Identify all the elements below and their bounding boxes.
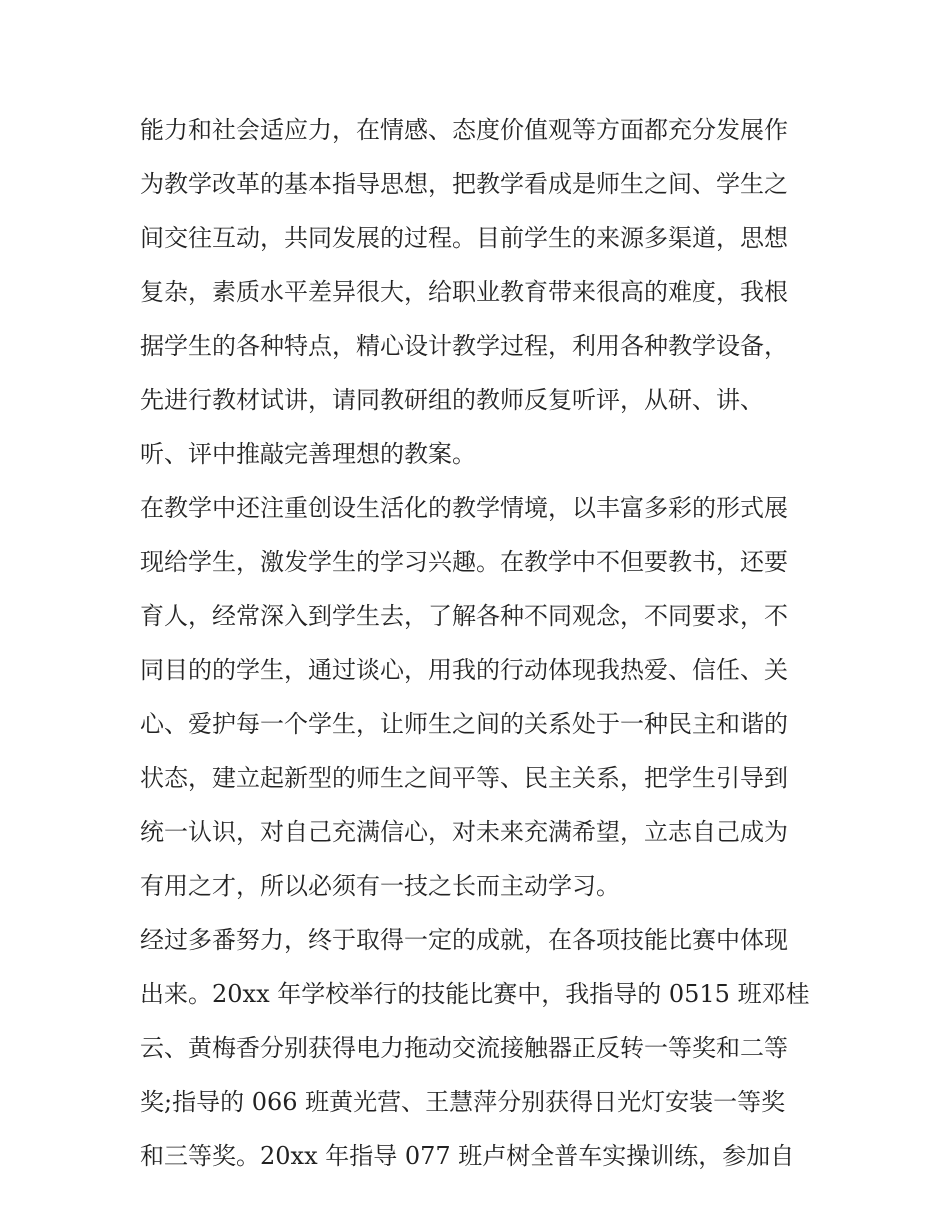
text-line: 和三等奖。20xx 年指导 077 班卢树全普车实操训练，参加自 — [140, 1142, 795, 1170]
text-line: 先进行教材试讲，请同教研组的教师反复听评，从研、讲、 — [140, 386, 764, 414]
text-line: 在教学中还注重创设生活化的教学情境，以丰富多彩的形式展 — [140, 494, 788, 522]
text-line: 状态，建立起新型的师生之间平等、民主关系，把学生引导到 — [140, 764, 788, 792]
text-line: 能力和社会适应力，在情感、态度价值观等方面都充分发展作 — [140, 116, 788, 144]
text-line: 云、黄梅香分别获得电力拖动交流接触器正反转一等奖和二等 — [140, 1034, 788, 1062]
text-line: 同目的的学生，通过谈心，用我的行动体现我热爱、信任、关 — [140, 656, 788, 684]
text-line: 间交往互动，共同发展的过程。目前学生的来源多渠道，思想 — [140, 224, 788, 252]
text-line: 为教学改革的基本指导思想，把教学看成是师生之间、学生之 — [140, 170, 788, 198]
text-line: 听、评中推敲完善理想的教案。 — [140, 440, 476, 468]
text-line: 育人，经常深入到学生去，了解各种不同观念，不同要求，不 — [140, 602, 788, 630]
text-line: 现给学生，激发学生的学习兴趣。在教学中不但要教书，还要 — [140, 548, 788, 576]
text-line: 心、爱护每一个学生，让师生之间的关系处于一种民主和谐的 — [140, 710, 788, 738]
text-line: 出来。20xx 年学校举行的技能比赛中，我指导的 0515 班邓桂 — [140, 980, 810, 1008]
text-line: 经过多番努力，终于取得一定的成就，在各项技能比赛中体现 — [140, 926, 788, 954]
text-line: 据学生的各种特点，精心设计教学过程，利用各种教学设备， — [140, 332, 788, 360]
text-line: 复杂，素质水平差异很大，给职业教育带来很高的难度，我根 — [140, 278, 788, 306]
text-line: 奖;指导的 066 班黄光营、王慧萍分别获得日光灯安装一等奖 — [140, 1088, 786, 1116]
text-line: 有用之才，所以必须有一技之长而主动学习。 — [140, 872, 620, 900]
text-line: 统一认识，对自己充满信心，对未来充满希望，立志自己成为 — [140, 818, 788, 846]
